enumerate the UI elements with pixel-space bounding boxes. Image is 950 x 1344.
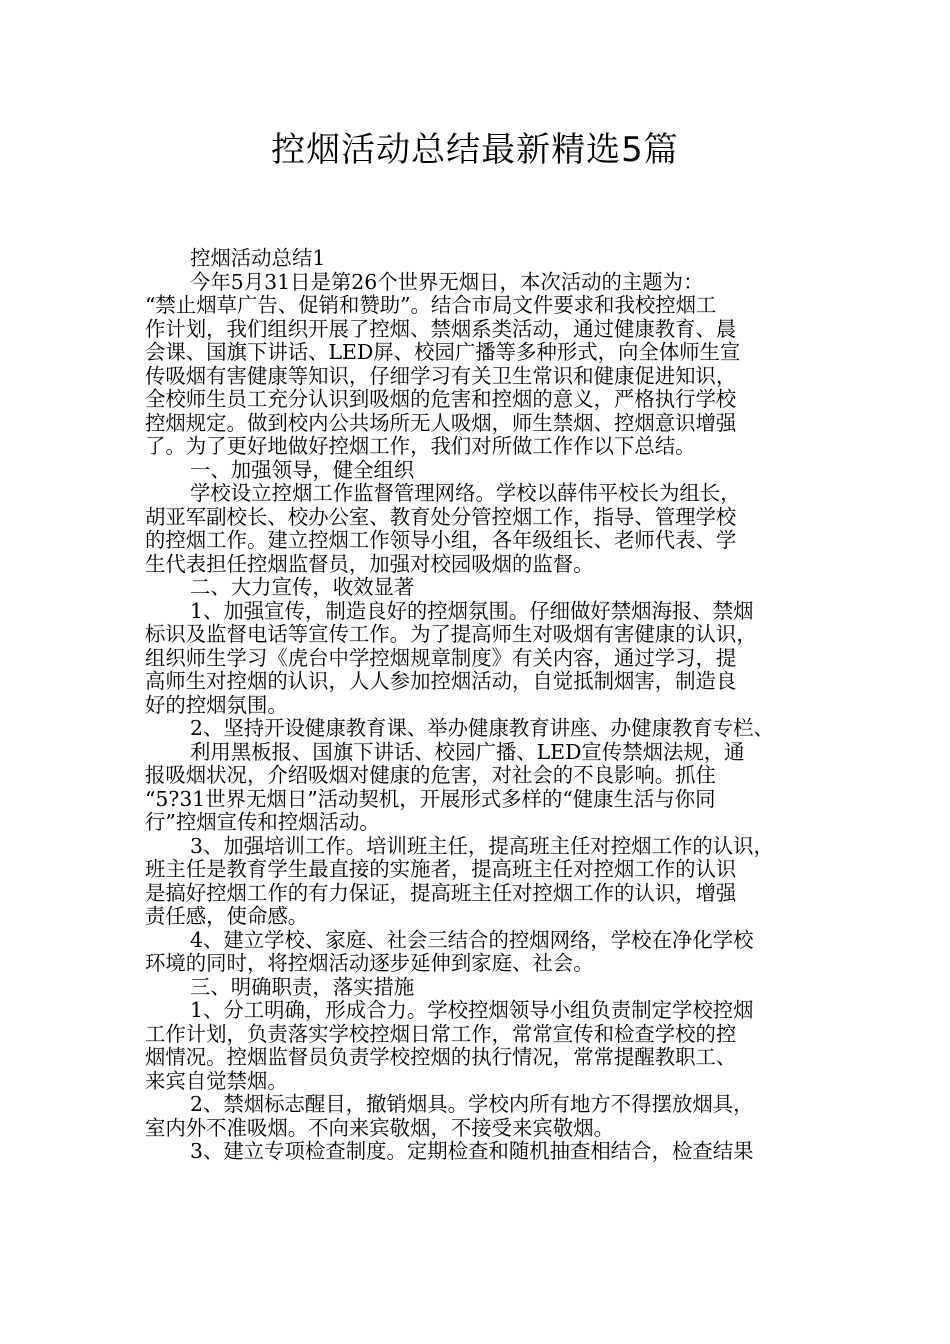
- text-line: “禁止烟草广告、促销和赞助”。结合市局文件要求和我校控烟工: [145, 293, 717, 317]
- text-line: 会课、国旗下讲话、LED屏、校园广播等多种形式，向全体师生宣: [145, 340, 741, 364]
- text-line: 控烟活动总结1: [190, 246, 326, 270]
- text-line: 好的控烟氛围。: [145, 692, 288, 717]
- text-line: 了。为了更好地做好控烟工作，我们对所做工作作以下总结。: [145, 434, 696, 458]
- text-line: 高师生对控烟的认识，人人参加控烟活动，自觉抵制烟害，制造良: [145, 669, 737, 693]
- text-line: 1、分工明确，形成合力。学校控烟领导小组负责制定学校控烟: [190, 998, 754, 1022]
- document-title: 控烟活动总结最新精选5篇: [271, 130, 679, 170]
- text-line: 是搞好控烟工作的有力保证，提高班主任对控烟工作的认识，增强: [145, 880, 737, 905]
- text-line: 作计划，我们组织开展了控烟、禁烟系类活动，通过健康教育、晨: [145, 316, 737, 341]
- text-line: 生代表担任控烟监督员，加强对校园吸烟的监督。: [145, 551, 594, 576]
- text-line: 烟情况。控烟监督员负责学校控烟的执行情况，常常提醒教职工、: [145, 1045, 737, 1069]
- text-line: 利用黑板报、国旗下讲话、校园广播、LED宣传禁烟法规，通: [190, 739, 745, 764]
- text-line: 3、建立专项检查制度。定期检查和随机抽查相结合，检查结果: [190, 1139, 754, 1163]
- text-line: 的控烟工作。建立控烟工作领导小组，各年级组长、老师代表、学: [145, 528, 737, 552]
- text-line: 报吸烟状况，介绍吸烟对健康的危害，对社会的不良影响。抓住: [145, 763, 716, 787]
- text-line: 班主任是教育学生最直接的实施者，提高班主任对控烟工作的认识: [145, 857, 737, 881]
- text-line: 胡亚军副校长、校办公室、教育处分管控烟工作，指导、管理学校: [145, 504, 737, 529]
- text-line: 传吸烟有害健康等知识，仔细学习有关卫生常识和健康促进知识，: [145, 363, 737, 388]
- text-line: 3、加强培训工作。培训班主任，提高班主任对控烟工作的认识，: [190, 833, 774, 858]
- text-line: 责任感，使命感。: [145, 904, 309, 928]
- text-line: 室内外不准吸烟。不向来宾敬烟，不接受来宾敬烟。: [145, 1115, 614, 1140]
- text-line: 三、明确职责，落实措施: [190, 974, 415, 999]
- text-line: 二、大力宣传，收效显著: [190, 575, 415, 599]
- text-line: 组织师生学习《虎台中学控烟规章制度》有关内容，通过学习，提: [145, 645, 737, 670]
- text-line: 一、加强领导，健全组织: [190, 457, 415, 482]
- text-line: 1、加强宣传，制造良好的控烟氛围。仔细做好禁烟海报、禁烟: [190, 598, 754, 623]
- text-line: 2、坚持开设健康教育课、举办健康教育讲座、办健康教育专栏、: [190, 716, 774, 740]
- text-line: 环境的同时，将控烟活动逐步延伸到家庭、社会。: [145, 951, 594, 975]
- text-line: 全校师生员工充分认识到吸烟的危害和控烟的意义，严格执行学校: [145, 387, 737, 411]
- text-line: 学校设立控烟工作监督管理网络。学校以薛伟平校长为组长，: [190, 481, 741, 505]
- text-line: 行”控烟宣传和控烟活动。: [145, 810, 380, 834]
- text-line: 标识及监督电话等宣传工作。为了提高师生对吸烟有害健康的认识，: [145, 622, 757, 646]
- text-line: 工作计划，负责落实学校控烟日常工作，常常宣传和检查学校的控: [145, 1021, 737, 1046]
- text-line: 控烟规定。做到校内公共场所无人吸烟，师生禁烟、控烟意识增强: [145, 410, 737, 435]
- text-line: 今年5月31日是第26个世界无烟日，本次活动的主题为：: [190, 269, 704, 294]
- document-body: [145, 247, 807, 1164]
- text-line: 来宾自觉禁烟。: [145, 1068, 288, 1093]
- text-line: “5?31世界无烟日”活动契机，开展形式多样的“健康生活与你同: [145, 786, 716, 811]
- text-line: 2、禁烟标志醒目，撤销烟具。学校内所有地方不得摆放烟具，: [190, 1092, 754, 1116]
- text-line: 4、建立学校、家庭、社会三结合的控烟网络，学校在净化学校: [190, 927, 754, 952]
